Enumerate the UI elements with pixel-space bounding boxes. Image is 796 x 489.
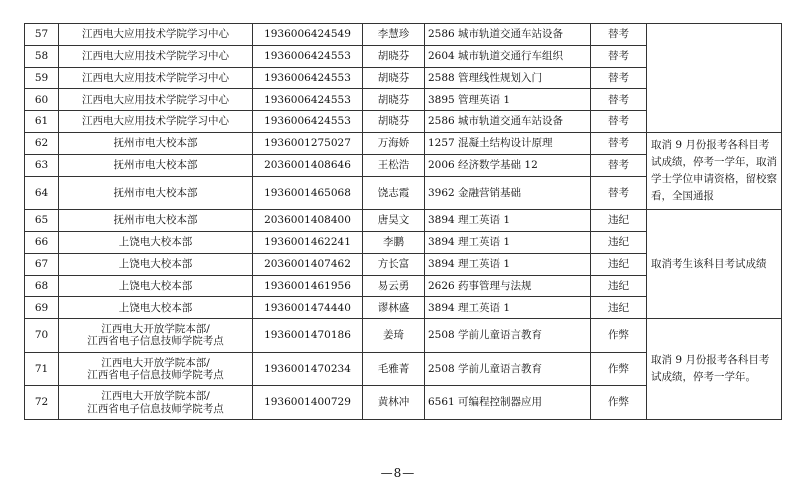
penalty-remark: 取消 9 月份报考各科目考试成绩，停考一学年，取消学士学位申请资格，留校察看，全国通报 bbox=[647, 132, 782, 209]
table-row bbox=[25, 319, 782, 353]
course: 3962 金融营销基础 bbox=[425, 176, 591, 210]
exam-unit-line: 江西电大开放学院本部/ bbox=[101, 356, 210, 369]
student-name: 万海娇 bbox=[363, 132, 425, 154]
penalty-remark: 取消考生该科目考试成绩 bbox=[647, 210, 782, 319]
student-id: 1936001465068 bbox=[253, 176, 363, 210]
student-name: 胡晓芬 bbox=[363, 67, 425, 89]
exam-unit: 江西电大应用技术学院学习中心 bbox=[59, 67, 253, 89]
course: 2006 经济数学基础 12 bbox=[425, 154, 591, 176]
student-name: 饶志霞 bbox=[363, 176, 425, 210]
exam-unit: 上饶电大校本部 bbox=[59, 297, 253, 319]
student-name: 胡晓芬 bbox=[363, 89, 425, 111]
student-name: 方长富 bbox=[363, 253, 425, 275]
student-name: 易云勇 bbox=[363, 275, 425, 297]
exam-unit: 上饶电大校本部 bbox=[59, 231, 253, 253]
student-id: 1936006424553 bbox=[253, 111, 363, 133]
course: 2586 城市轨道交通车站设备 bbox=[425, 111, 591, 133]
student-id: 1936001462241 bbox=[253, 231, 363, 253]
course: 3894 理工英语 1 bbox=[425, 231, 591, 253]
student-name: 李鹏 bbox=[363, 231, 425, 253]
student-name: 毛雅菁 bbox=[363, 352, 425, 386]
course: 2508 学前儿童语言教育 bbox=[425, 319, 591, 353]
violation-type: 违纪 bbox=[591, 253, 647, 275]
penalty-remark: 取消 9 月份报考各科目考试成绩，停考一学年。 bbox=[647, 319, 782, 420]
row-number: 66 bbox=[25, 231, 59, 253]
violation-type: 作弊 bbox=[591, 319, 647, 353]
course: 6561 可编程控制器应用 bbox=[425, 386, 591, 420]
student-id: 1936006424553 bbox=[253, 89, 363, 111]
penalty-remark bbox=[647, 24, 782, 133]
student-id: 1936001400729 bbox=[253, 386, 363, 420]
student-id: 2036001408400 bbox=[253, 210, 363, 232]
violation-type: 替考 bbox=[591, 176, 647, 210]
course: 2604 城市轨道交通行车组织 bbox=[425, 45, 591, 67]
exam-unit bbox=[59, 386, 253, 420]
row-number: 69 bbox=[25, 297, 59, 319]
table-row bbox=[25, 132, 782, 154]
violations-table bbox=[24, 23, 782, 420]
course: 3894 理工英语 1 bbox=[425, 297, 591, 319]
exam-unit bbox=[59, 319, 253, 353]
table-row bbox=[25, 24, 782, 46]
course: 2626 药事管理与法规 bbox=[425, 275, 591, 297]
exam-unit: 江西电大应用技术学院学习中心 bbox=[59, 111, 253, 133]
exam-unit: 江西电大应用技术学院学习中心 bbox=[59, 89, 253, 111]
violation-type: 作弊 bbox=[591, 386, 647, 420]
course: 3895 管理英语 1 bbox=[425, 89, 591, 111]
student-id: 1936006424553 bbox=[253, 67, 363, 89]
row-number: 62 bbox=[25, 132, 59, 154]
row-number: 71 bbox=[25, 352, 59, 386]
student-id: 2036001408646 bbox=[253, 154, 363, 176]
course: 1257 混凝土结构设计原理 bbox=[425, 132, 591, 154]
violation-type: 替考 bbox=[591, 111, 647, 133]
row-number: 70 bbox=[25, 319, 59, 353]
violation-type: 替考 bbox=[591, 154, 647, 176]
exam-unit: 抚州市电大校本部 bbox=[59, 210, 253, 232]
course: 2588 管理线性规划入门 bbox=[425, 67, 591, 89]
violation-type: 替考 bbox=[591, 89, 647, 111]
exam-unit-line: 江西省电子信息技师学院考点 bbox=[87, 369, 224, 382]
row-number: 65 bbox=[25, 210, 59, 232]
course: 3894 理工英语 1 bbox=[425, 210, 591, 232]
student-id: 1936001470234 bbox=[253, 352, 363, 386]
row-number: 72 bbox=[25, 386, 59, 420]
violation-type: 违纪 bbox=[591, 210, 647, 232]
student-name: 胡晓芬 bbox=[363, 111, 425, 133]
student-name: 李慧珍 bbox=[363, 24, 425, 46]
student-name: 王松浩 bbox=[363, 154, 425, 176]
row-number: 58 bbox=[25, 45, 59, 67]
student-id: 1936001474440 bbox=[253, 297, 363, 319]
exam-unit: 抚州市电大校本部 bbox=[59, 132, 253, 154]
row-number: 60 bbox=[25, 89, 59, 111]
violation-type: 替考 bbox=[591, 24, 647, 46]
row-number: 67 bbox=[25, 253, 59, 275]
student-name: 唐昊文 bbox=[363, 210, 425, 232]
row-number: 59 bbox=[25, 67, 59, 89]
course: 2586 城市轨道交通车站设备 bbox=[425, 24, 591, 46]
exam-unit-line: 江西省电子信息技师学院考点 bbox=[87, 402, 224, 415]
violation-type: 替考 bbox=[591, 132, 647, 154]
row-number: 68 bbox=[25, 275, 59, 297]
exam-unit-line: 江西电大开放学院本部/ bbox=[101, 390, 210, 403]
exam-unit: 江西电大应用技术学院学习中心 bbox=[59, 45, 253, 67]
exam-unit: 上饶电大校本部 bbox=[59, 253, 253, 275]
student-id: 1936001461956 bbox=[253, 275, 363, 297]
exam-unit: 上饶电大校本部 bbox=[59, 275, 253, 297]
row-number: 64 bbox=[25, 176, 59, 210]
row-number: 63 bbox=[25, 154, 59, 176]
row-number: 61 bbox=[25, 111, 59, 133]
violation-type: 替考 bbox=[591, 45, 647, 67]
exam-unit bbox=[59, 352, 253, 386]
violation-type: 违纪 bbox=[591, 297, 647, 319]
exam-unit: 江西电大应用技术学院学习中心 bbox=[59, 24, 253, 46]
violation-type: 违纪 bbox=[591, 231, 647, 253]
exam-unit-line: 江西电大开放学院本部/ bbox=[101, 322, 210, 335]
violation-type: 违纪 bbox=[591, 275, 647, 297]
row-number: 57 bbox=[25, 24, 59, 46]
violation-type: 作弊 bbox=[591, 352, 647, 386]
student-id: 1936001275027 bbox=[253, 132, 363, 154]
violation-type: 替考 bbox=[591, 67, 647, 89]
student-id: 1936006424549 bbox=[253, 24, 363, 46]
exam-unit: 抚州市电大校本部 bbox=[59, 154, 253, 176]
student-id: 1936001470186 bbox=[253, 319, 363, 353]
course: 2508 学前儿童语言教育 bbox=[425, 352, 591, 386]
exam-unit-line: 江西省电子信息技师学院考点 bbox=[87, 335, 224, 348]
student-name: 谬林盛 bbox=[363, 297, 425, 319]
student-id: 1936006424553 bbox=[253, 45, 363, 67]
exam-unit: 抚州市电大校本部 bbox=[59, 176, 253, 210]
student-name: 胡晓芬 bbox=[363, 45, 425, 67]
course: 3894 理工英语 1 bbox=[425, 253, 591, 275]
table-row bbox=[25, 210, 782, 232]
student-id: 2036001407462 bbox=[253, 253, 363, 275]
student-name: 黄林冲 bbox=[363, 386, 425, 420]
student-name: 姜琦 bbox=[363, 319, 425, 353]
page-number: —8— bbox=[380, 466, 416, 480]
